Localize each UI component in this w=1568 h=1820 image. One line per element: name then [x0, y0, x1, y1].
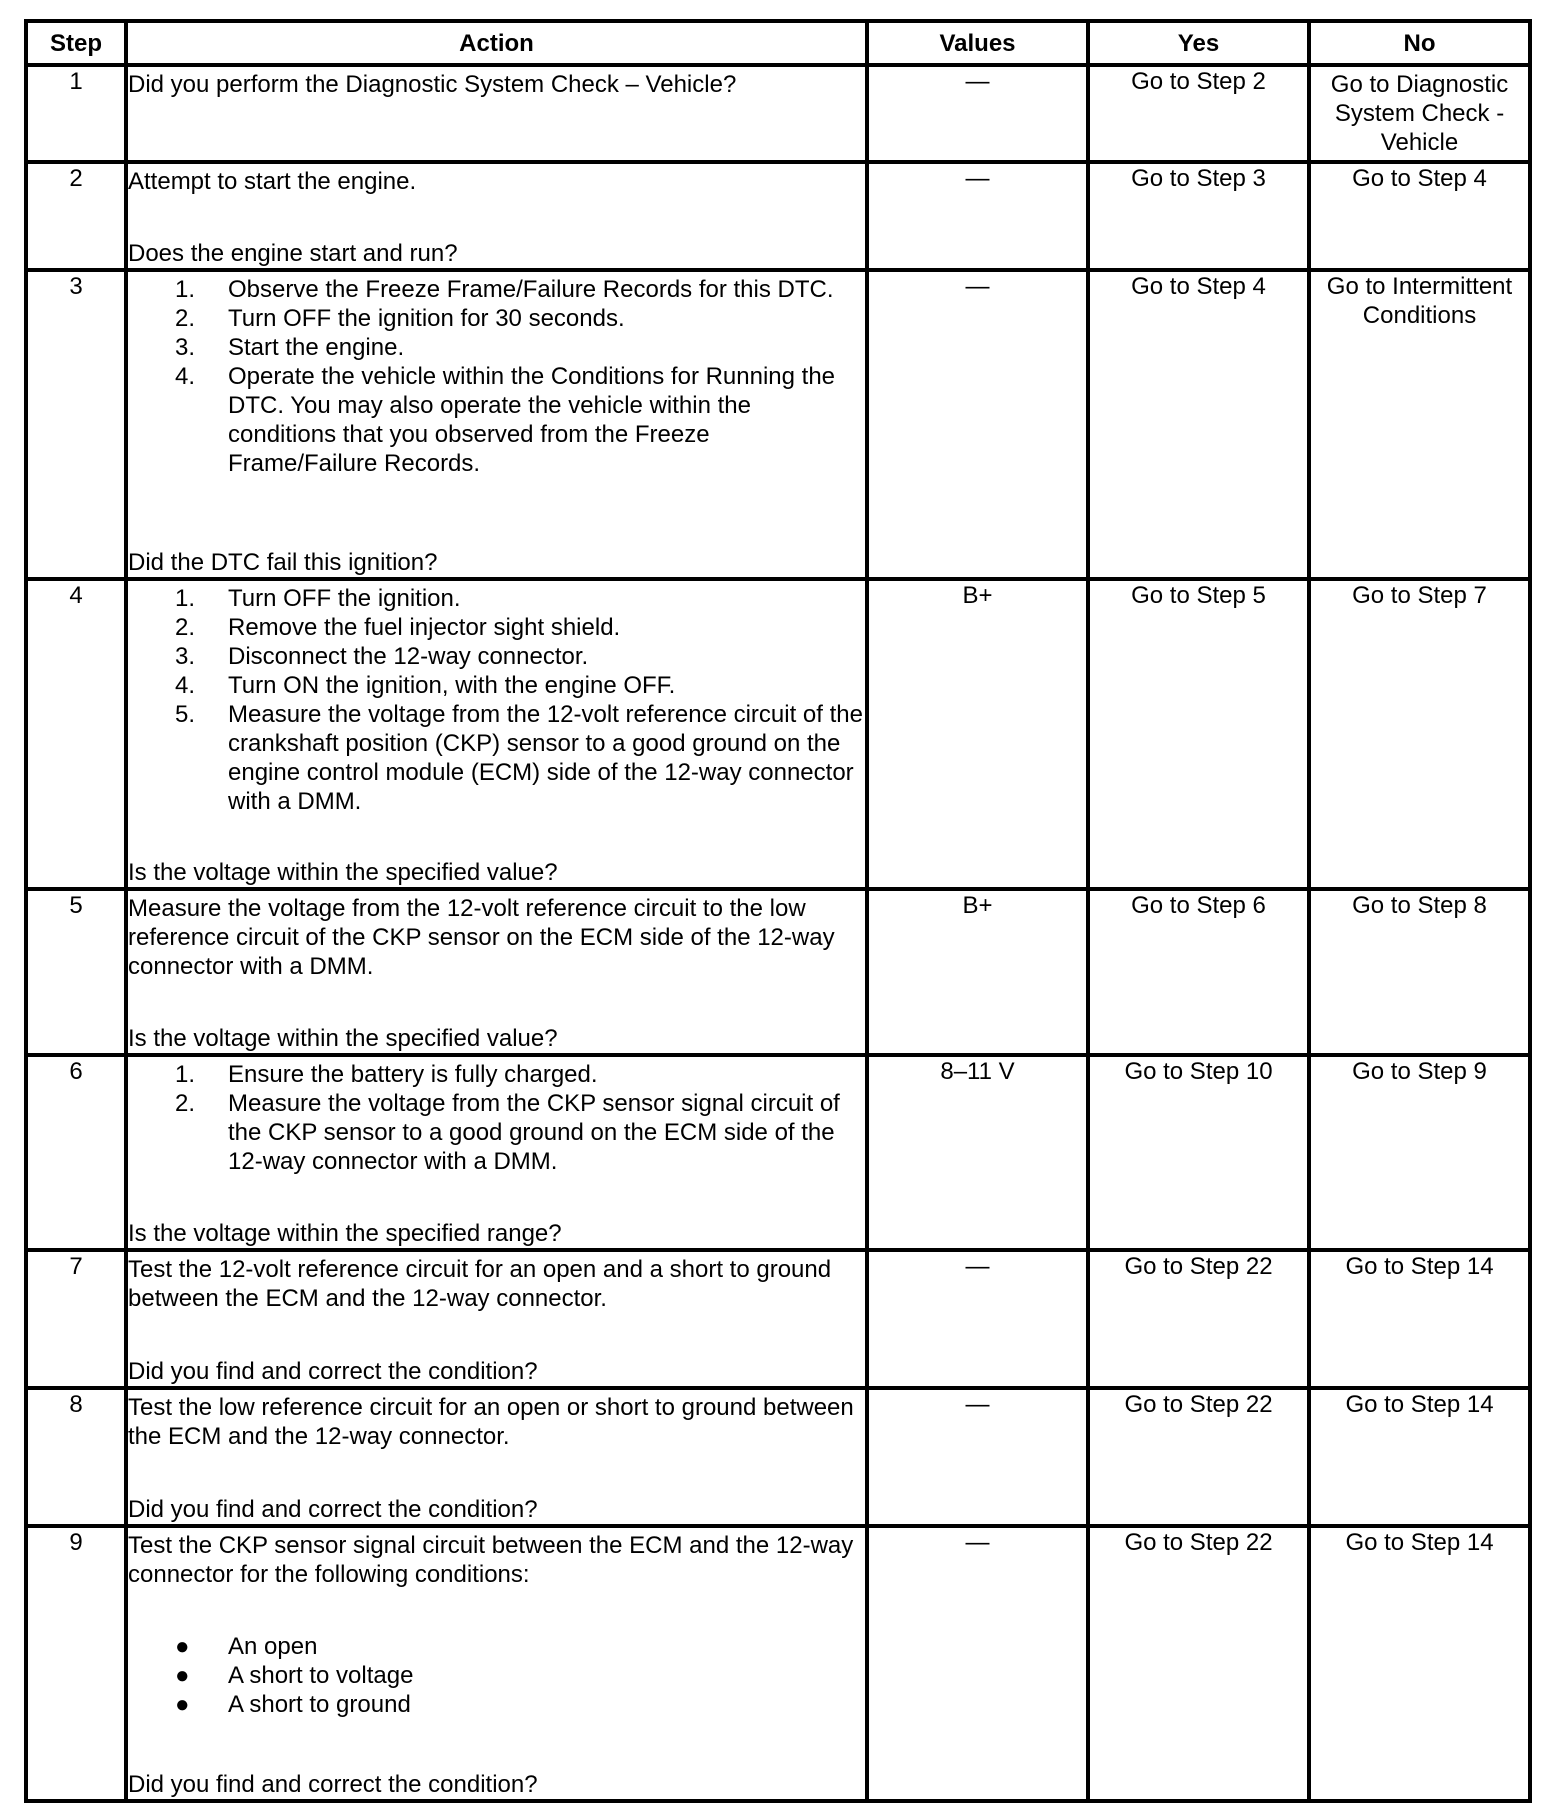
table-row: [26, 1526, 1530, 1801]
yes-link[interactable]: Go to Step 22: [1088, 1526, 1309, 1801]
step-number: 5: [26, 889, 126, 1055]
list-item: 4. Operate the vehicle within the Conditions for Running the DTC. You may also operate the vehicle within the conditions that you observed from the Freeze Frame/Failure Records.: [175, 363, 836, 477]
step-number: 6: [26, 1055, 126, 1250]
table-row: [26, 162, 1530, 270]
value-cell: 8–11 V: [867, 1055, 1088, 1250]
yes-link[interactable]: Go to Step 5: [1088, 579, 1309, 889]
step-number: 8: [26, 1388, 126, 1526]
table-row: [26, 579, 1530, 889]
action-cell: [126, 1526, 867, 1801]
table-row: [26, 270, 1530, 579]
step-number: 3: [26, 270, 126, 579]
no-link[interactable]: Go to Step 9: [1309, 1055, 1530, 1250]
yes-link[interactable]: Go to Step 4: [1088, 270, 1309, 579]
value-cell: —: [867, 65, 1088, 162]
action-question: Did you find and correct the condition?: [128, 1496, 538, 1523]
action-question: Is the voltage within the specified range?: [128, 1220, 562, 1247]
no-link[interactable]: Go to Step 14: [1309, 1526, 1530, 1801]
step-number: 2: [26, 162, 126, 270]
table-row: [26, 1250, 1530, 1388]
header-no: No: [1309, 21, 1530, 65]
no-link[interactable]: Go to Step 7: [1309, 579, 1530, 889]
action-cell: [126, 162, 867, 270]
value-cell: —: [867, 162, 1088, 270]
action-cell: [126, 579, 867, 889]
action-cell: [126, 1055, 867, 1250]
value-cell: —: [867, 1388, 1088, 1526]
table-row: [26, 65, 1530, 162]
no-link[interactable]: Go to Step 4: [1309, 162, 1530, 270]
yes-link[interactable]: Go to Step 3: [1088, 162, 1309, 270]
yes-link[interactable]: Go to Step 10: [1088, 1055, 1309, 1250]
list-item: 1. Ensure the battery is fully charged.: [175, 1061, 598, 1088]
action-text: Measure the voltage from the 12-volt reference circuit to the low reference circuit of the CKP sensor on the ECM side of the 12-way connector with a DMM.: [128, 895, 835, 980]
action-cell: [126, 1250, 867, 1388]
action-question: Is the voltage within the specified value?: [128, 859, 558, 886]
action-cell: [126, 889, 867, 1055]
action-cell: [126, 1388, 867, 1526]
list-item: 2. Measure the voltage from the CKP sensor signal circuit of the CKP sensor to a good ground on the ECM side of the 12-way connector with a DMM.: [175, 1090, 840, 1175]
action-cell: [126, 65, 867, 162]
no-link[interactable]: Go to Step 14: [1309, 1388, 1530, 1526]
step-number: 9: [26, 1526, 126, 1801]
yes-link[interactable]: Go to Step 22: [1088, 1250, 1309, 1388]
action-question: Did you find and correct the condition?: [128, 1771, 538, 1798]
action-text: Test the 12-volt reference circuit for an open and a short to ground between the ECM and the 12-way connector.: [128, 1256, 832, 1312]
header-values: Values: [867, 21, 1088, 65]
value-cell: B+: [867, 889, 1088, 1055]
list-item: ● A short to voltage: [175, 1662, 414, 1689]
no-link[interactable]: Go to Intermittent Conditions: [1309, 270, 1530, 579]
action-text: Test the low reference circuit for an open or short to ground between the ECM and the 12-way connector.: [128, 1394, 854, 1450]
header-action: Action: [126, 21, 867, 65]
step-number: 4: [26, 579, 126, 889]
action-question: Does the engine start and run?: [128, 240, 458, 267]
value-cell: B+: [867, 579, 1088, 889]
list-item: 4. Turn ON the ignition, with the engine OFF.: [175, 672, 676, 699]
action-steps: [128, 1057, 865, 1176]
value-cell: —: [867, 270, 1088, 579]
list-item: ● An open: [175, 1633, 318, 1660]
header-row: [26, 21, 1530, 65]
diagnostic-table: [24, 19, 1532, 1803]
table-row: [26, 1388, 1530, 1526]
action-question: Is the voltage within the specified value?: [128, 1025, 558, 1052]
action-question: Did you find and correct the condition?: [128, 1358, 538, 1385]
action-question: Did the DTC fail this ignition?: [128, 549, 438, 576]
condition-list: [128, 1632, 865, 1719]
list-item: 1. Observe the Freeze Frame/Failure Records for this DTC.: [175, 276, 834, 303]
action-text: Attempt to start the engine.: [128, 168, 417, 195]
action-cell: [126, 270, 867, 579]
action-text: Did you perform the Diagnostic System Check – Vehicle?: [128, 71, 737, 98]
yes-link[interactable]: Go to Step 2: [1088, 65, 1309, 162]
yes-link[interactable]: Go to Step 6: [1088, 889, 1309, 1055]
no-link[interactable]: Go to Step 8: [1309, 889, 1530, 1055]
yes-link[interactable]: Go to Step 22: [1088, 1388, 1309, 1526]
no-link[interactable]: Go to Step 14: [1309, 1250, 1530, 1388]
no-link[interactable]: Go to Diagnostic System Check - Vehicle: [1309, 65, 1530, 162]
value-cell: —: [867, 1526, 1088, 1801]
step-number: 1: [26, 65, 126, 162]
table-row: [26, 1055, 1530, 1250]
header-yes: Yes: [1088, 21, 1309, 65]
list-item: 3. Disconnect the 12-way connector.: [175, 643, 589, 670]
list-item: 1. Turn OFF the ignition.: [175, 585, 461, 612]
list-item: 2. Turn OFF the ignition for 30 seconds.: [175, 305, 625, 332]
list-item: 3. Start the engine.: [175, 334, 405, 361]
action-steps: [128, 581, 865, 816]
action-text: Test the CKP sensor signal circuit between the ECM and the 12-way connector for the following conditions:: [128, 1532, 854, 1588]
table-row: [26, 889, 1530, 1055]
action-steps: [128, 272, 865, 478]
value-cell: —: [867, 1250, 1088, 1388]
step-number: 7: [26, 1250, 126, 1388]
list-item: 2. Remove the fuel injector sight shield.: [175, 614, 621, 641]
list-item: 5. Measure the voltage from the 12-volt reference circuit of the crankshaft position (CKP) sensor to a good ground on the engine control module (ECM) side of the 12-way connector with a DMM.: [175, 701, 863, 815]
list-item: ● A short to ground: [175, 1691, 411, 1718]
header-step: Step: [26, 21, 126, 65]
